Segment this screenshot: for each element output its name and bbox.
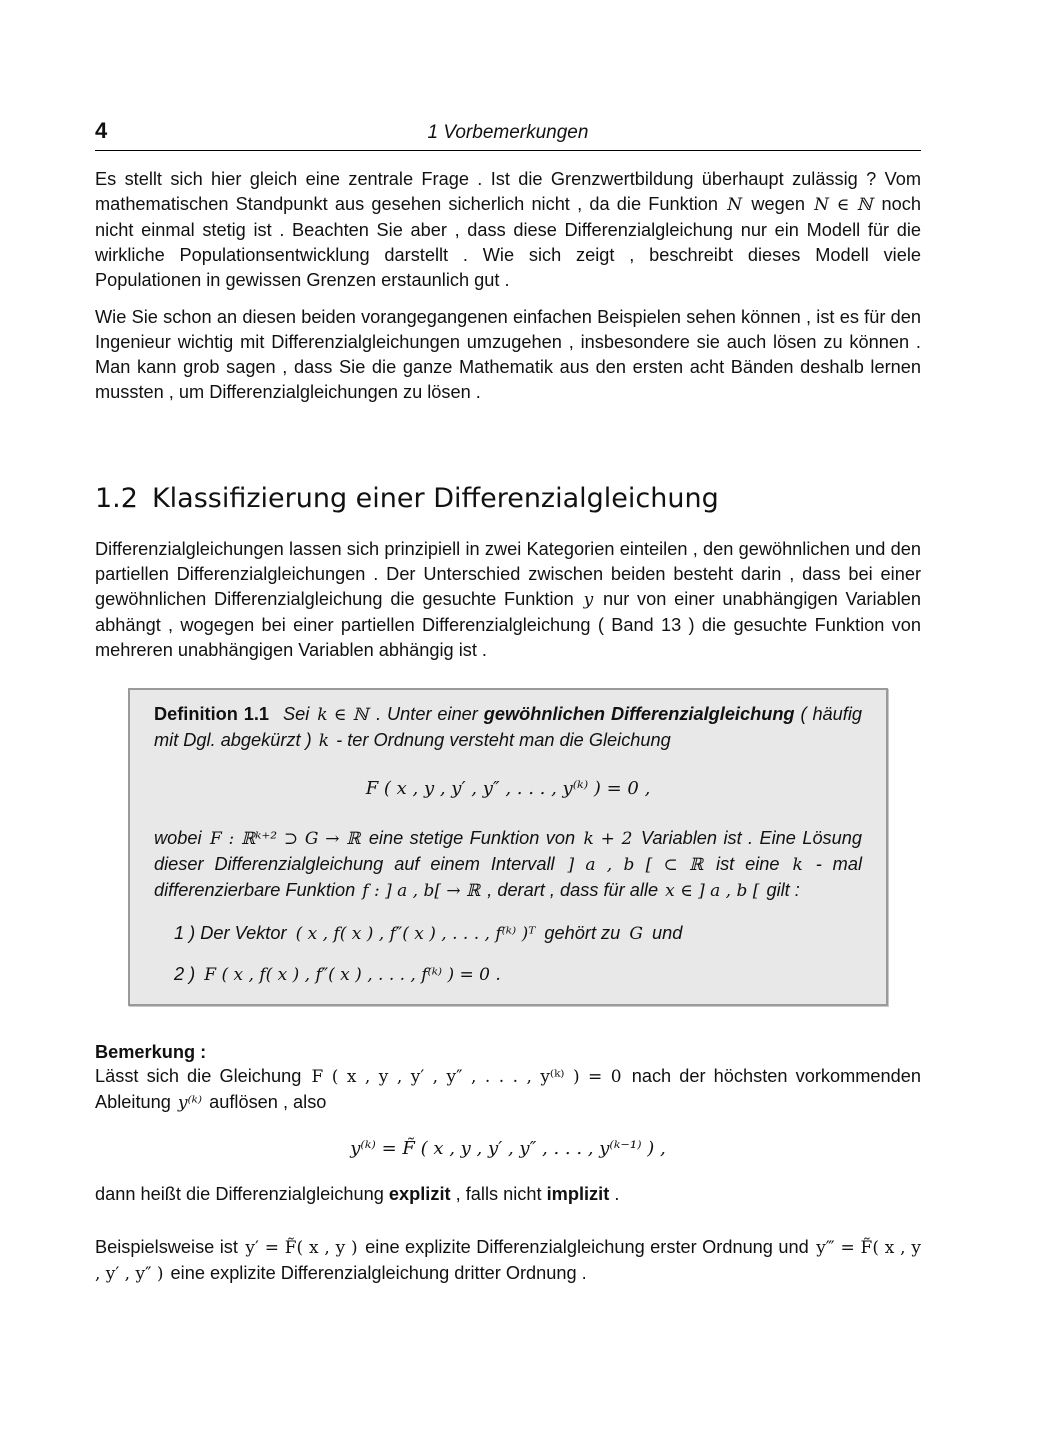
item1-prefix: 1 ) Der Vektor <box>174 923 287 943</box>
paragraph-3 <box>95 537 921 663</box>
def-text-2: . Unter einer <box>376 704 478 724</box>
remark-text-3: auflösen , also <box>209 1092 327 1112</box>
para5-text-3: eine explizite Differenzialgleichung dritter Ordnung . <box>170 1263 587 1283</box>
para1-text-2: wegen <box>751 194 805 214</box>
page-number: 4 <box>95 118 108 143</box>
item1-suffix: und <box>651 923 683 943</box>
paragraph-1 <box>95 167 921 293</box>
remark-text-2: nach der höchsten vorkommenden Ableitung <box>95 1066 921 1112</box>
remark-equation: y⁽ᵏ⁾ = F̃ ( x , y , y′ , y″ , . . . , y⁽ᵏ⁻¹⁾ ) , <box>350 1138 666 1159</box>
math-interval: ] a , b [ ⊂ ℝ <box>567 855 704 875</box>
def-body-text-3: Variablen ist . Eine Lösung dieser Differenzialgleichung auf einem Intervall <box>154 828 862 874</box>
def-body-text-7: gilt : <box>766 880 800 900</box>
math-y-k: y⁽ᵏ⁾ <box>177 1093 203 1113</box>
definition-item-2 <box>174 959 862 990</box>
def-body-text-5: - mal differenzierbare Funktion <box>154 854 862 900</box>
item2-prefix: 2 ) <box>174 964 196 984</box>
page <box>95 118 921 1287</box>
section-heading <box>95 482 921 516</box>
running-title: 1 Vorbemerkungen <box>427 122 589 143</box>
paragraph-2: Wie Sie schon an diesen beiden vorangegangenen einfachen Beispielen sehen können , ist es für den Ingenieur wichtig mit Differenzialgleichungen umzugehen , insbesondere sie auch lösen zu können . Man kann grob sagen , dass Sie die ganze Mathematik aus den ersten acht Bänden deshalb lernen mussten , um Differenzialgleichungen zu lösen . <box>95 307 921 402</box>
para5-text-1: Beispielsweise ist <box>95 1237 238 1257</box>
item1-vector: ( x , f( x ) , f″( x ) , . . . , f⁽ᵏ⁾ )ᵀ <box>295 924 536 944</box>
math-y: y <box>583 590 594 610</box>
section-title: Klassifizierung einer Differenzialgleichung <box>151 483 719 514</box>
definition-body <box>154 826 862 904</box>
term-implizit: implizit <box>546 1184 610 1204</box>
section-number: 1.2 <box>95 483 138 514</box>
remark-text-6: . <box>614 1184 620 1204</box>
math-N-in-naturals: N ∈ ℕ <box>814 195 873 215</box>
math-k-2: k <box>792 855 803 875</box>
remark-text-1: Lässt sich die Gleichung <box>95 1066 302 1086</box>
math-k-in-naturals: k ∈ ℕ <box>317 705 369 725</box>
def-text-4: - ter Ordnung versteht man die Gleichung <box>336 730 671 750</box>
remark-text-4: dann heißt die Differenzialgleichung <box>95 1184 384 1204</box>
remark-text <box>95 1064 921 1116</box>
math-k: k <box>318 731 330 751</box>
remark-text-5: , falls nicht <box>455 1184 542 1204</box>
definition-term: gewöhnlichen Differenzialgleichung <box>483 704 795 724</box>
para1-text-3: noch nicht einmal stetig ist . Beachten Sie aber , dass diese Differenzialgleichung nur ein Modell für die wirkliche Populationsentwicklung darstellt . Wie sich zeigt , beschreibt dieses Modell viele Populationen in gewissen Grenzen erstaunlich gut . <box>95 194 921 290</box>
math-f-mapping: f : ] a , b[ → ℝ <box>362 881 481 901</box>
def-body-text-4: ist eine <box>716 854 780 874</box>
paragraph-examples <box>95 1235 921 1287</box>
math-F-mapping: F : ℝᵏ⁺² ⊃ G → ℝ <box>209 829 361 849</box>
page-header <box>95 118 921 151</box>
math-x-in-interval: x ∈ ] a , b [ <box>665 881 760 901</box>
item1-mid: gehört zu <box>544 923 621 943</box>
item2-equation: F ( x , f( x ) , f″( x ) , . . . , f⁽ᵏ⁾ ) = 0 . <box>204 965 501 985</box>
definition-label: Definition 1.1 <box>154 704 270 724</box>
def-text-1: Sei <box>282 704 310 724</box>
definition-equation: F ( x , y , y′ , y″ , . . . , y⁽ᵏ⁾ ) = 0 , <box>365 778 651 799</box>
definition-item-1 <box>174 918 862 949</box>
def-body-text-2: eine stetige Funktion von <box>368 828 576 848</box>
def-body-text-1: wobei <box>154 828 202 848</box>
math-implicit-equation: F ( x , y , y′ , y″ , . . . , y⁽ᵏ⁾ ) = 0 <box>311 1067 622 1087</box>
para3-text-1: Differenzialgleichungen lassen sich prinzipiell in zwei Kategorien einteilen , den gewöhnlichen und den partiellen Differenzialgleichungen . Der Unterschied zwischen beiden besteht darin , dass bei einer gewöhnlichen Differenzialgleichung die gesuchte Funktion <box>95 539 921 609</box>
definition-box <box>128 688 888 1006</box>
math-first-order-example: y′ = F̃( x , y ) <box>245 1238 358 1258</box>
math-N: N <box>727 195 743 215</box>
def-text-3: ( häufig mit Dgl. abgekürzt ) <box>154 704 862 750</box>
def-body-text-6: , derart , dass für alle <box>487 880 659 900</box>
math-third-order-example: y‴ = F̃( x , y , y′ , y″ ) <box>95 1238 922 1284</box>
math-k-plus-2: k + 2 <box>583 829 633 849</box>
remark-title: Bemerkung : <box>95 1042 207 1062</box>
para1-text-1: Es stellt sich hier gleich eine zentrale Frage . Ist die Grenzwertbildung überhaupt zulässig ? Vom mathematischen Standpunkt aus gesehen sicherlich nicht , da die Funktion <box>95 169 921 214</box>
para3-text-2: nur von einer unabhängigen Variablen abhängt , wogegen bei einer partiellen Differenzialgleichung ( Band 13 ) die gesuchte Funktion von mehreren unabhängigen Variablen abhängig ist . <box>95 589 921 660</box>
term-explizit: explizit <box>388 1184 451 1204</box>
definition-intro <box>154 702 862 754</box>
para5-text-2: eine explizite Differenzialgleichung erster Ordnung und <box>365 1237 809 1257</box>
item1-set-G: G <box>629 924 643 944</box>
remark-conclusion <box>95 1182 921 1207</box>
